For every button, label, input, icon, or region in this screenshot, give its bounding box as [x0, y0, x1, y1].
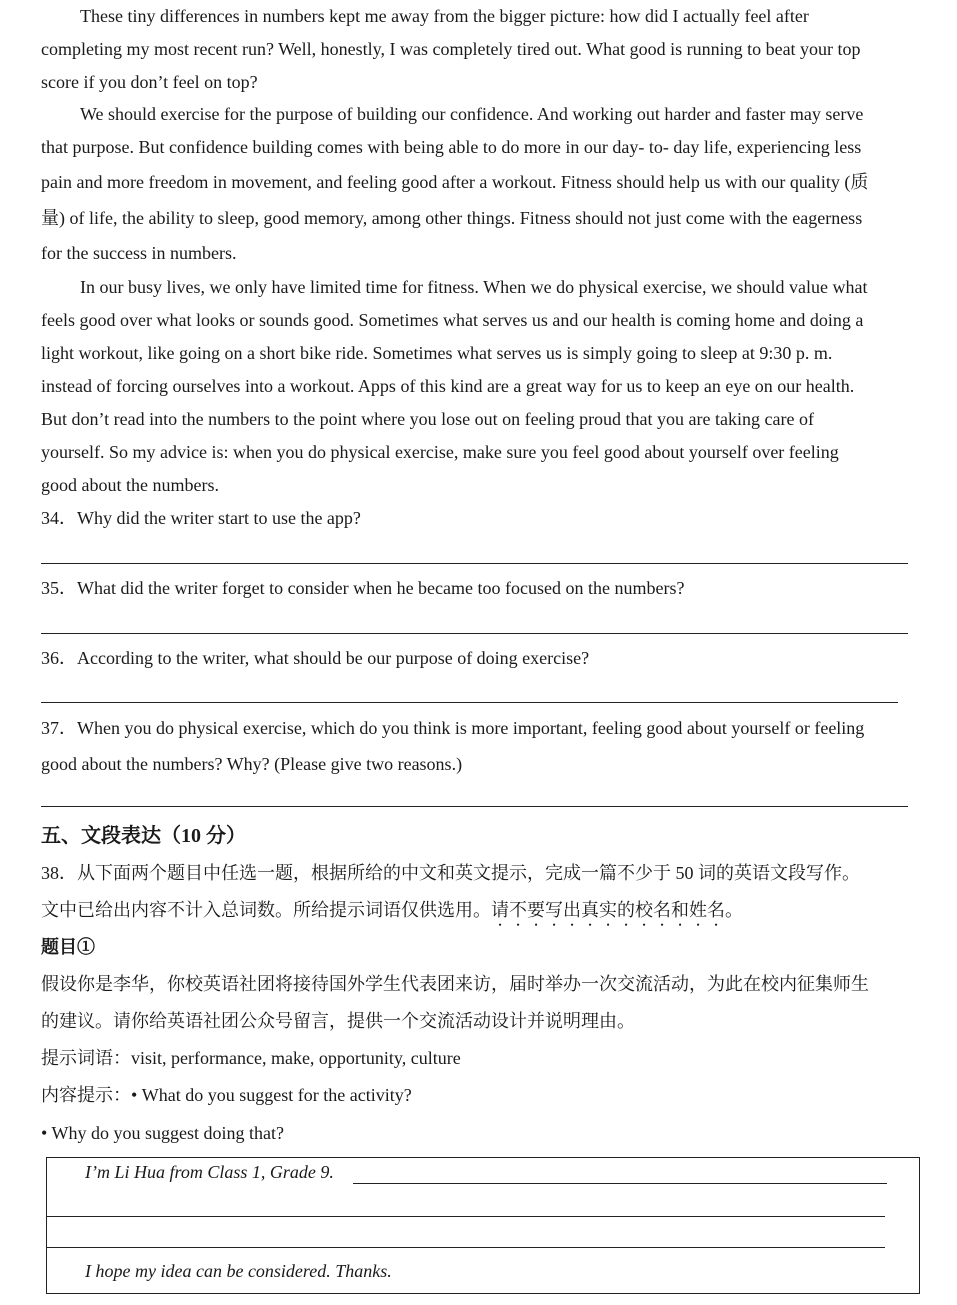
text-line: instead of forcing ourselves into a workout. Apps of this kind are a great way for us to keep an eye on our health.: [41, 376, 855, 396]
emphasized-instruction: 请不要写出真实的校名和姓名: [491, 900, 725, 920]
writing-line[interactable]: [353, 1183, 887, 1184]
content-hint-1: 内容提示：• What do you suggest for the activity?: [41, 1085, 412, 1105]
section-heading: 五、文段表达（10 分）: [41, 825, 246, 847]
topic-description: 假设你是李华，你校英语社团将接待国外学生代表团来访，届时举办一次交流活动，为此在校内征集师生: [41, 974, 869, 994]
text-line: that purpose. But confidence building comes with being able to do more in our day- to- day life, experiencing less: [41, 137, 862, 157]
text-line: score if you don’t feel on top?: [41, 72, 258, 92]
text-line: We should exercise for the purpose of building our confidence. And working out harder and faster may serve: [80, 104, 864, 124]
text-line: But don’t read into the numbers to the point where you lose out on feeling proud that you are taking care of: [41, 409, 814, 429]
question-37-cont: good about the numbers? Why? (Please give two reasons.): [41, 754, 463, 774]
instruction-end: 。: [725, 900, 743, 920]
answer-line-34[interactable]: [41, 563, 908, 564]
text-line: In our busy lives, we only have limited time for fitness. When we do physical exercise, we should value what: [80, 277, 868, 297]
answer-line-35[interactable]: [41, 633, 908, 634]
writing-line[interactable]: [47, 1216, 885, 1217]
text-line: pain and more freedom in movement, and feeling good after a workout. Fitness should help us with our quality (质: [41, 172, 869, 192]
passage-paragraph-3: [41, 271, 916, 502]
instruction-text: 文中已给出内容不计入总词数。所给提示词语仅供选用。: [41, 900, 491, 920]
text-line: feels good over what looks or sounds good. Sometimes what serves us and our health is coming home and doing a: [41, 310, 864, 330]
box-closing-line: I hope my idea can be considered. Thanks.: [85, 1261, 392, 1281]
answer-line-36[interactable]: [41, 702, 898, 703]
passage-paragraph-2: [41, 98, 916, 270]
topic-description-cont: 的建议。请你给英语社团公众号留言，提供一个交流活动设计并说明理由。: [41, 1011, 635, 1031]
text-line: These tiny differences in numbers kept me away from the bigger picture: how did I actually feel after: [80, 6, 809, 26]
box-opening-line: I’m Li Hua from Class 1, Grade 9.: [85, 1162, 334, 1182]
question-36: 36．According to the writer, what should be our purpose of doing exercise?: [41, 648, 590, 668]
topic-label: 题目①: [41, 937, 95, 957]
text-line: completing my most recent run? Well, honestly, I was completely tired out. What good is running to beat your top: [41, 39, 861, 59]
text-line: good about the numbers.: [41, 475, 219, 495]
question-35: 35．What did the writer forget to consider when he became too focused on the numbers?: [41, 578, 685, 598]
question-38-instructions: [41, 897, 743, 930]
answer-line-37[interactable]: [41, 806, 908, 807]
passage-paragraph-1: [41, 0, 916, 99]
question-34: 34．Why did the writer start to use the app?: [41, 508, 361, 528]
content-hint-2: • Why do you suggest doing that?: [41, 1123, 284, 1143]
text-line: light workout, like going on a short bike ride. Sometimes what serves us is simply going to sleep at 9:30 p. m.: [41, 343, 833, 363]
text-line: for the success in numbers.: [41, 243, 237, 263]
text-line: yourself. So my advice is: when you do physical exercise, make sure you feel good about yourself over feeling: [41, 442, 839, 462]
text-line: 量) of life, the ability to sleep, good memory, among other things. Fitness should not just come with the eagerness: [41, 208, 863, 228]
hint-words: 提示词语：visit, performance, make, opportunity, culture: [41, 1048, 461, 1068]
question-37: 37．When you do physical exercise, which do you think is more important, feeling good about yourself or feeling: [41, 718, 865, 738]
question-38: 38．从下面两个题目中任选一题，根据所给的中文和英文提示，完成一篇不少于 50 词的英语文段写作。: [41, 863, 860, 883]
writing-box[interactable]: [46, 1157, 920, 1294]
writing-line[interactable]: [47, 1247, 885, 1248]
